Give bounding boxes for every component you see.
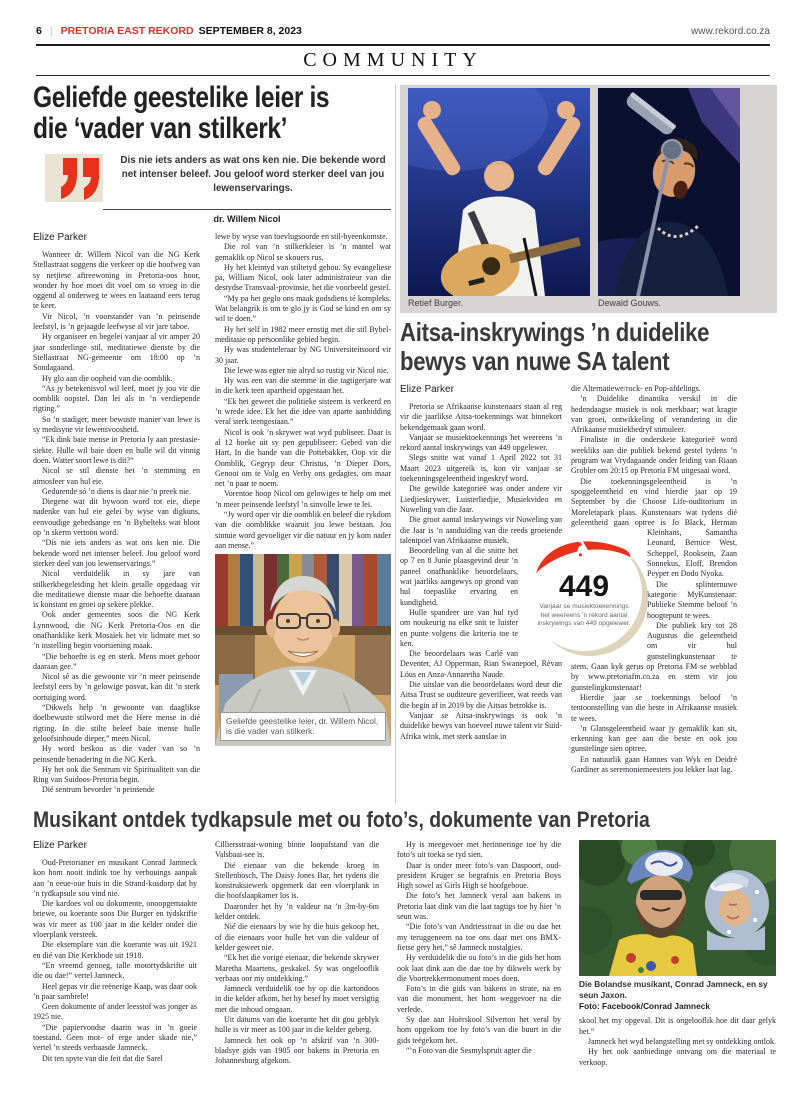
jaxon-figure [705, 870, 769, 950]
paragraph: En natuurlik gaan Hannes van Wyk en Deidré Gardiner as seremoniemeesters jou lekker laat lag. [571, 754, 737, 774]
masthead-left [36, 25, 302, 37]
paragraph: “Ek dink baie mense in Pretoria ly aan prestasie-siekte. Hulle wil baie doen en hulle wil dit vinnig doen. Watter soort lewe is dit?” [33, 435, 200, 465]
willem-nicol-photo [215, 554, 391, 746]
column-divider [395, 84, 396, 804]
paragraph: “Dikwels help ’n gewoonte van daaglikse doelbewuste stilword met die Here mense in dié rigting. In die stilte beleef baie mense hulle geloofsinhoude dieper,” meen Nicol. [33, 703, 200, 743]
paragraph: lewe by wyse van toevlugsoorde en stil-byeenkomste. [215, 232, 388, 241]
tydkapsule-column-4 [579, 840, 776, 1068]
badge-number: 449 [558, 570, 610, 603]
masthead-separator: | [49, 25, 53, 37]
paragraph: “Die behoefte is eg en sterk. Mens moet gehoor daaraan gee.” [33, 651, 200, 671]
paragraph: Vorentoe hoop Nicol om gelowiges te help om met ’n meer peinsende leefstyl ’n sinvolle lewe te lei. [215, 489, 391, 509]
entries-badge [526, 535, 642, 651]
paragraph: Hy het self in 1982 meer ernstig met die stil Bybel-meditasie op persoonlike gebied begin. [215, 324, 391, 344]
quote-icon [45, 154, 103, 202]
stilkerk-column-2 [215, 232, 391, 796]
paragraph: So ’n stadiger, meer bewuste manier van lewe is sy medisyne vir lewensvoosheid. [33, 414, 200, 435]
paragraph: Hulle spandeer ure van hul tyd om noukeurig na elke snit te luister en punte volgens die kriteria toe te ken. [400, 607, 518, 648]
paragraph: Heel gepas vir die reënerige Kaap, was daar ook ’n paar sambrele! [33, 981, 197, 1001]
paragraph: Nicol verduidelik in sy jare van stilkerkbegeleiding het klein getalle opgedaag vir die meditatiewe dienste maar die behoefte daaraan is konstant en groei op sekere plekke. [33, 569, 200, 610]
pull-quote [33, 154, 391, 202]
paragraph: Nicol is ook ’n skrywer wat wyd publiseer. Daar is al 12 boeke uit sy pen gepubliseer: Gebed van die Hart, In die hande van die Pottebakker, Oop vir die Oomblik, Gegryp deur Christus, ’n Dieper Dors, Genooi om te Volg en Verby ons gedagtes, om maar net ’n paar te noem. [215, 427, 391, 489]
paragraph: “En vreemd genoeg, talle motortydskrifte uit die ou dae!” vertel Jamneck. [33, 960, 197, 981]
paragraph: Slegs snitte wat vanaf 1 April 2022 tot 31 Maart 2023 uitgereik is, kon vir vanjaar se toekenningsgeleentheid ingeskryf word. [400, 453, 562, 484]
paragraph: ’n Duidelike dinamika verskil in die hedendaagse musiek is ook merkbaar; wat kragte van groei, ontwikkeling of verandering in die Afrikaanse musiekbedryf stimuleer. [571, 394, 737, 435]
tydkapsule-body-2 [215, 840, 379, 1067]
masthead-rule [36, 44, 770, 46]
paragraph: Hy was studenteleraar by NG Universiteitsoord vir 30 jaar. [215, 345, 391, 365]
paragraph: Die publiek kry tot 28 Augustus die geleentheid om vir hul gunstelingkunstenaar te stem. Gaan kyk gerus op Pretoria FM se webblad by www.pretoriafm.co.za en stem vir jou gunstelingkunstenaar! [571, 620, 737, 692]
paragraph: Daar is onder meer foto’s van Daspoort, oud-president Kruger se begrafnis en Pretoria Boys High sowel as Girls High se hoofgeboue. [397, 860, 561, 891]
paragraph: Die splinternuwe kategorie MyKunstenaar: Publieke Stemme beloof ’n hoogtepunt te wees. [647, 579, 737, 620]
paragraph: Hy glo aan die oopheid van die oomblik. [42, 373, 173, 383]
paragraph: Finaliste in die onderskeie kategorieë word weekliks aan die publiek bekend gestel tydens ’n program wat Vrydagaande onder leiding van Riaan Grobler om 20:15 op Pretoria FM uitgesaai word. [571, 435, 737, 476]
headline-line: die ‘vader van stilkerk’ [33, 112, 288, 145]
paragraph: Jamneck verduidelik toe hy op die kartondoos in die kelder afkom, het hy besef hy moet versigtig met die inhoud omgaan. [215, 984, 379, 1014]
tydkapsule-headline: Musikant ontdek tydkapsule met ou foto’s, dokumente van Pretoria [33, 807, 650, 832]
paragraph: Uit datums van die koerante het dit gou geblyk hulle is vir meer as 100 jaar in die kelder geberg. [215, 1015, 379, 1035]
paragraph: Die foto’s het Jamneck veral aan bakens in Pretoria laat dink van die laat tagtigs toe hy hier ’n seun was. [397, 891, 561, 922]
paragraph: “’n Foto van die Sesmylspruit agter die [406, 1045, 532, 1055]
stilkerk-body-2 [215, 232, 391, 551]
tydkapsule-columns [33, 840, 777, 1068]
quote-attribution: dr. Willem Nicol [213, 214, 281, 224]
paragraph: Hy organiseer en begelei vanjaar al vir amper 20 jaar sonderlinge stil, meditatiewe dienste by die Stellastraat NG-gemeente om 18:00 op ’n Sondagaand. [33, 332, 200, 373]
paragraph: Vanjaar se Aitsa-inskrywings is ook ’n duidelike bewys van hoeveel nuwe talent vir Suid-Afrika wink, met sterk aanslae in [400, 710, 562, 741]
paragraph: Hy is meegevoer met herinneringe toe hy die foto’s uit toeka se tyd sien. [397, 840, 561, 860]
jamneck-photo-credit: Foto: Facebook/Conrad Jamneck [579, 1000, 710, 1011]
paragraph: Foto’s in die gids van bakens in strate, na en van die monument, het hom weggevoer na die verlede. [397, 984, 561, 1014]
stilkerk-headline [33, 81, 330, 145]
paragraph: “Dis nie iets anders as wat ons ken nie. Die bekende word net intenser beleef. Jou geloof word sterker deel van jou lewenservarings.” [33, 538, 200, 568]
paragraph: Nié die eienaars by wie hy die huis gekoop het, of die eienaars voor hulle het van die valdeur of kelder geweet nie. [215, 922, 379, 952]
issue-date: SEPTEMBER 8, 2023 [198, 25, 302, 37]
paragraph: Nicol se stil dienste het ’n stemming en atmosfeer van hul eie. [33, 466, 200, 486]
paragraph: “Jy word oper vir die oomblik en beleef die rykdom van die oomblikke waaruit jou lewe bestaan. Jou sintuie word gevoeliger vir die natuur en jy kom nader aan mense.” [215, 510, 391, 550]
headline-line: Geliefde geestelike leier is [33, 81, 330, 114]
stilkerk-body-1 [33, 250, 200, 796]
paragraph: die Alternatiewe/rock- en Pop-afdelings. [571, 384, 701, 393]
aitsa-photo-panel [400, 85, 777, 313]
article-tydkapsule [33, 808, 777, 1068]
paragraph: Ook ander gemeentes soos die NG Kerk Lynnwood, die NG Kerk Pretoria-Oos en die onafhanklike kerk Mosaïek het vir lidmate met so ’n instelling begin voorsiening maak. [33, 610, 200, 651]
tydkapsule-column-3 [397, 840, 561, 1068]
stilkerk-column-1 [33, 232, 200, 796]
section-title: COMMUNITY [303, 49, 483, 71]
paragraph: Jamneck het ook op ’n afskrif van ’n 300-bladsye gids van 1905 oor bakens in Pretoria en Johannesburg afgekom. [215, 1035, 379, 1066]
paragraph: Die uitslae van die beoordelaars word deur die Aitsa Trust se ouditeure geverifieer, wat reeds van die begin af in 2019 by die Aitsas betrokke is. [400, 680, 562, 710]
paragraph: skool het my opgeval. Dit is ongelooflik hoe dit daar gelyk het.” [579, 1016, 776, 1036]
jamneck-photo-caption: Die Bolandse musikant, Conrad Jamneck, en sy seun Jaxon. [579, 979, 768, 1000]
byline: Elize Parker [33, 840, 87, 851]
paragraph: Hierdie jaar se toekennings beloof ’n tentoonstelling van die beste in Afrikaanse musiek te wees. [571, 692, 737, 723]
paragraph: “My pa het geglo ons maak godsdiens té kompleks. Wat belangrik is om te glo jy is God se kind en om sy wil te doen.” [215, 293, 391, 324]
paragraph: Oud-Pretorianer en musikant Conrad Jamneck kon hom nooit indink toe hy verbouings aanpak aan ’n eeue-oue huis in die Strand-kusdorp dat hy ’n tydkapsule sou vind nie. [33, 858, 197, 898]
page-number: 6 [36, 25, 42, 37]
byline: Elize Parker [400, 384, 454, 395]
newspaper-brand: PRETORIA EAST REKORD [60, 25, 194, 37]
paragraph: Die eksemplare van die koerante was uit 1921 en dié van Die Kerkbode uit 1918. [33, 940, 197, 960]
retief-caption: Retief Burger. [408, 298, 464, 308]
byline: Elize Parker [33, 232, 87, 243]
tydkapsule-body-1 [33, 858, 197, 1064]
paragraph: Die lewe was egter nie altyd so rustig vir Nicol nie. [224, 365, 389, 375]
paragraph: Die rol van ’n stilkerkleier is ’n mantel wat gemaklik op Nicol se skouers rus. [215, 242, 391, 262]
paragraph: Beoordeling van al die snitte het op 7 en 8 Junie plaasgevind deur ’n paneel onafhanklike beoordelaars, wat jaarliks aangewys op grond van hul toepaslike ervaring en kundigheid. [400, 546, 518, 607]
paragraph: “Ek het die vorige eienaar, die bekende skrywer Maretha Maartens, geskakel. Sy was ongelooflik verbaas oor my ontdekking.” [215, 953, 379, 983]
paragraph: Hy het ook die Sentrum vir Spiritualiteit van die Ring van Suidoos-Pretoria begin. [33, 764, 200, 785]
paragraph: Hy het ook aanbiedinge ontvang om die materiaal te verkoop. [579, 1047, 776, 1067]
paragraph: Dit ten spyte van die feit dat die Sarel [42, 1053, 163, 1063]
paragraph: Diegene wat dit bywoon word tot eie, diepe nadenke van hul eie gelei by wyse van digkuns, eenvoudige gebedsange en ’n Bybelteks wat bloot op ’n skerm vertoon word. [33, 497, 200, 538]
section-rule [36, 75, 770, 76]
paragraph: Die gewilde kategorieë was onder andere vir Liedjieskrywer, Luisterliedjie, Musiekvideo en Nuweling van die Jaar. [400, 484, 562, 514]
paragraph: “As jy betekenisvol wil leef, moet jy jou vir die oomblik oopstel. Dan lei als in ’n verdiepende rigting.” [33, 383, 200, 414]
paragraph: Die beoordelaars was Carlé van Deventer, AJ Opperman, Rian Swanepoel, Rèvan Löus en Anza-Annaretha Naude. [400, 649, 562, 679]
headline-line: bewys van nuwe SA talent [400, 346, 670, 376]
paragraph: Die toekenningsgeleentheid is ’n spoggeleentheid en vind hierdie jaar op 19 September by die Choose Life-ouditorium in Moreletapark plaas. Kunstenaars wat tydens dié geleentheid gaan optree is Jo Black, Herman Kleinhans, Samantha Leonard, Bernice West, Scheppel, Rooksein, Zaan Sonnekus, Eloff, Brendon Peyper en Dodo Nyoka. [571, 476, 737, 579]
paragraph: “Ek het geweet die politieke sisteem is verkeerd en ’n wrede idee. Ek het die idee van aparte aanbidding veral sterk teengestaan.” [215, 396, 391, 427]
retief-burger-photo [408, 88, 590, 296]
paragraph: Vir Nicol, ’n voorstander van ’n peinsende leefstyl, is ’n gejaagde leefwyse al vir jare taboe. [33, 311, 200, 332]
pull-quote-text: Dis nie iets anders as wat ons ken nie. Die bekende word net intenser beleef. Jou geloof word sterker deel van jou lewenservarings. [120, 155, 386, 194]
paragraph: Hy was een van die stemme in die tagtigerjare wat in die kerk teen apartheid opgestaan het. [215, 376, 391, 396]
masthead [36, 25, 770, 37]
paragraph: ’n Glansgeleentheid waar jy gemaklik kan sit, erkenning kan gee aan die beste en ook jou gunstelinge sien optree. [571, 723, 737, 754]
website-link[interactable]: www.rekord.co.za [691, 26, 770, 37]
paragraph: “Die foto’s van Andriesstraat in die ou dae het my teruggeneem na toe ons daar met ons BMX-fietse gery het,” sê Jamneck nostalgies. [397, 922, 561, 952]
paragraph: Gedurende só ’n diens is daar nie ’n preek nie. [42, 486, 191, 496]
stilkerk-columns [33, 232, 391, 796]
tydkapsule-column-2 [215, 840, 379, 1068]
paragraph: Sy dae aan Hoërskool Silverton het veral by hom opgekom toe hy foto’s van die buurt in die gids teëgekom het. [397, 1015, 561, 1045]
paragraph: Hy word beskou as die vader van so ’n peinsende benadering in die NG Kerk. [33, 744, 200, 764]
dewald-gouws-photo [598, 88, 740, 296]
paragraph: Dié sentrum bevorder ’n peinsende [42, 785, 155, 795]
paragraph: Vanjaar se musiektoekennings het weereens ’n rekord aantal inskrywings van 449 opgelewer. [400, 432, 562, 453]
paragraph: Hy het kleintyd van stiltetyd gehou. Sy evangeliese pa, William Nicol, ook later administrateur van die destydse Transvaal-provinsie, het die voorbeeld gestel. [215, 262, 391, 293]
paragraph: Die groot aantal inskrywings vir Nuweling van die Jaar is ’n aanduiding van die reeds groeiende talentpoel van Afrikaanse musiek. [400, 515, 562, 545]
paragraph: Wanneer dr. Willem Nicol van die NG Kerk Stellastraat soggens die verkeer op die hoofweg van sy netjiese aftreewoning in Pretoria-oos hoor, wonder hy hoe moet dit voel om so vroeg in die oggend al onderweg te wees en laataand eers terug te keer. [33, 250, 200, 311]
paragraph: Jamneck het wyd belangstelling met sy ontdekking ontlok. [588, 1036, 776, 1046]
paragraph: Dié eienaar van die bekende kroeg in Stellenbosch, The Daisy Jones Bar, het tydens die konstruksiewerk opgemerk dat een vloerplank in die hoofslaapkamer los is. [215, 860, 379, 901]
paragraph: “Die papiervondse daarin was in ’n goeie toestand. Geen mot- of erge ander skade nie,” vertel ’n steeds verbaasde Jamneck. [33, 1022, 197, 1053]
paragraph: Nicol sê as die gewoonte vir ’n meer peinsende leefstyl eers by ’n gelowige posvat, kan dit ’n sterk oortuiging word. [33, 672, 200, 702]
paragraph: Pretoria se Afrikaanse kunstenaars staan al reg vir die jaarlikse Aitsa-toekennings wat binnekort bekendgemaak gaan word. [400, 402, 562, 432]
conrad-jamneck-photo [579, 840, 776, 976]
paragraph: Cilliersstraat-woning binne loopafstand van die Valsbaai-see is. [215, 840, 379, 860]
badge-text: Vanjaar se musiektoekennings het weereens ’n rekord aantal inskrywings van 449 opgelewer. [537, 603, 631, 628]
article-aitsa [400, 85, 777, 775]
headline-line: Aitsa-inskrywings ’n duidelike [400, 317, 710, 347]
aitsa-headline [400, 318, 720, 376]
quote-rule [103, 209, 391, 210]
nicol-photo-caption: Geliefde geestelike leier, dr. Willem Nicol, is die vader van stilkerk. [220, 712, 386, 742]
paragraph: Die kardoes vol ou dokumente, onoopgemaakte briewe, ou koerante soos Die Burger en tydskrifte was vir meer as 100 jaar in die kelder onder die vloerplank versteek. [33, 899, 197, 940]
dewald-caption: Dewald Gouws. [598, 298, 662, 308]
tydkapsule-body-4 [579, 1016, 776, 1067]
paragraph: Geen dokumente of ander leesstof was jonger as 1925 nie. [33, 1002, 197, 1022]
paragraph: Hy verduidelik die ou foto’s in die gids het hom ook laat dink aan die dae toe hy dikwels werk by die Voortrekkermonument moes doen. [397, 953, 561, 983]
paragraph: Daaronder het hy ’n valdeur na ’n 3m-by-6m kelder ontdek. [215, 901, 379, 922]
article-stilkerk [33, 82, 391, 796]
tydkapsule-column-1 [33, 840, 197, 1068]
tydkapsule-body-3 [397, 840, 561, 1056]
